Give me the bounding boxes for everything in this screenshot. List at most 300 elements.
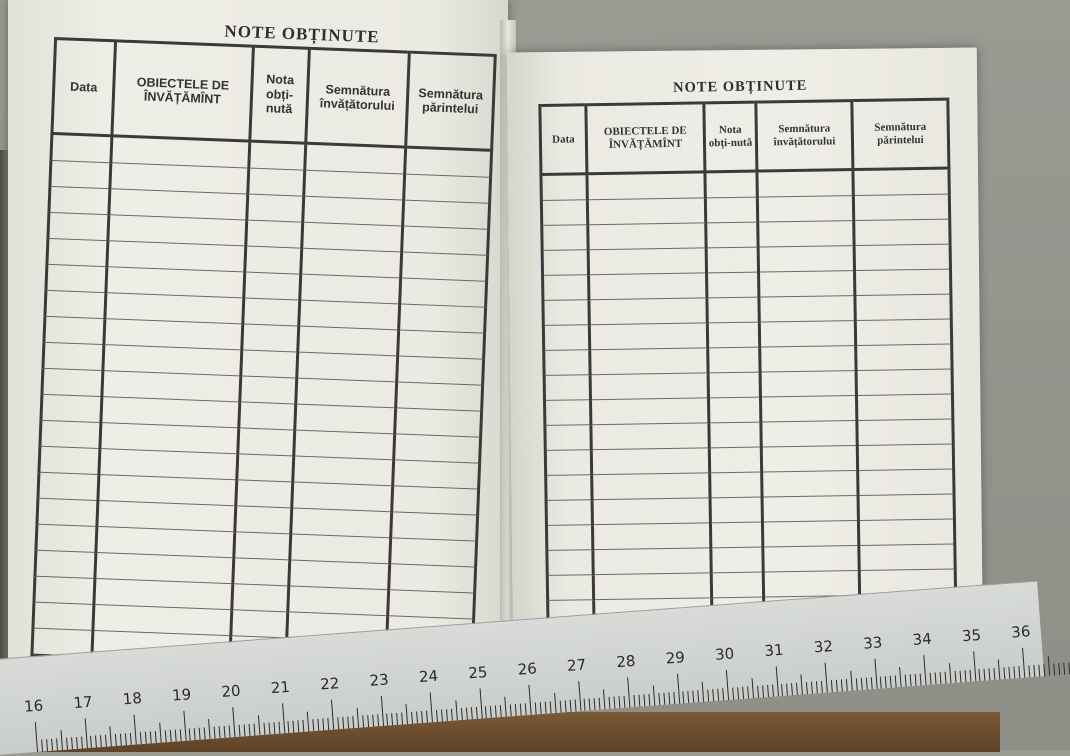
empty-cell [398, 330, 485, 359]
empty-cell [403, 200, 490, 229]
ruler-tick [66, 738, 68, 750]
ruler-tick [569, 700, 571, 712]
ruler-tick [1053, 663, 1055, 675]
ruler-number: 24 [418, 666, 439, 687]
empty-cell [709, 422, 761, 448]
ruler-tick [239, 725, 241, 737]
empty-cell [762, 521, 858, 548]
empty-cell [50, 160, 111, 188]
ruler-tick [520, 704, 522, 716]
ruler-tick [984, 669, 986, 681]
ruler-number: 21 [270, 677, 291, 698]
ruler-tick [372, 715, 374, 727]
ruler-tick [1033, 665, 1035, 677]
ruler-tick [436, 710, 438, 722]
ruler-tick [609, 697, 611, 709]
empty-cell [233, 558, 290, 586]
ruler-tick [791, 683, 793, 695]
ruler-tick [183, 711, 186, 741]
empty-cell [856, 394, 952, 421]
ruler-tick [574, 699, 576, 711]
ruler-tick [282, 703, 285, 733]
ruler-tick [253, 724, 255, 736]
ruler-tick [100, 735, 102, 747]
empty-cell [710, 522, 762, 548]
empty-cell [240, 376, 297, 404]
ruler-tick [278, 722, 280, 734]
empty-cell [708, 347, 760, 373]
ruler-tick [895, 675, 897, 687]
empty-cell [545, 425, 591, 451]
ruler-tick [71, 737, 73, 749]
ruler-tick [831, 680, 833, 692]
empty-cell [401, 252, 488, 281]
ruler-tick [387, 714, 389, 726]
empty-cell [37, 498, 98, 526]
ruler-tick [307, 712, 309, 732]
ruler-tick [1013, 666, 1015, 678]
empty-cell [761, 421, 857, 448]
empty-cell [396, 382, 483, 411]
ruler-tick [475, 707, 477, 719]
ruler-tick [998, 660, 1000, 680]
ruler-tick [451, 709, 453, 721]
empty-cell [856, 344, 952, 371]
empty-cell [242, 324, 299, 352]
empty-cell [855, 319, 951, 346]
ruler-tick [663, 693, 665, 705]
empty-cell [291, 508, 392, 538]
ruler-tick [134, 715, 137, 745]
ruler-number: 16 [23, 696, 44, 716]
empty-cell [590, 398, 708, 425]
ruler-tick [204, 727, 206, 739]
empty-cell [858, 519, 954, 546]
ruler-tick [495, 705, 497, 717]
empty-cell [591, 423, 709, 450]
empty-cell [39, 446, 100, 474]
empty-cell [236, 480, 293, 508]
empty-cell [759, 321, 855, 348]
empty-cell [244, 272, 301, 300]
ruler-tick [174, 730, 176, 742]
ruler-tick [35, 722, 38, 752]
ruler-tick [263, 723, 265, 735]
ruler-tick [327, 718, 329, 730]
empty-cell [400, 278, 487, 307]
ruler-tick [979, 669, 981, 681]
ruler-tick [821, 681, 823, 693]
right-sheet-title: NOTE OBȚINUTE [672, 77, 808, 96]
empty-cell [592, 523, 710, 550]
ruler-tick [421, 711, 423, 723]
ruler-tick [105, 735, 107, 747]
ruler-tick [367, 715, 369, 727]
empty-cell [592, 473, 710, 500]
ruler-tick [589, 698, 591, 710]
empty-cell [546, 525, 592, 551]
ruler-tick [446, 709, 448, 721]
ruler-tick [707, 689, 709, 701]
ruler-tick [120, 734, 122, 746]
ruler-tick [688, 691, 690, 703]
empty-cell [593, 573, 711, 600]
ruler-tick [910, 674, 912, 686]
ruler-tick [1009, 667, 1011, 679]
empty-cell [710, 497, 762, 523]
ruler-tick [179, 729, 181, 741]
empty-cell [249, 141, 306, 170]
ruler-tick [757, 686, 759, 698]
column-header: Semnătura învățătorului [306, 48, 410, 147]
ruler-tick [189, 728, 191, 740]
empty-cell [45, 290, 106, 318]
ruler-tick [95, 735, 97, 747]
empty-cell [297, 352, 398, 382]
ruler-number: 27 [566, 655, 587, 675]
empty-cell [402, 226, 489, 255]
ruler-tick [490, 706, 492, 718]
empty-cell [248, 168, 305, 196]
empty-cell [541, 200, 587, 226]
empty-cell [243, 298, 300, 326]
ruler-tick [90, 736, 92, 748]
ruler-tick [268, 722, 270, 734]
empty-cell [235, 506, 292, 534]
ruler-tick [944, 672, 946, 684]
empty-cell [706, 222, 758, 248]
ruler-tick [796, 683, 798, 695]
empty-cell [589, 298, 707, 325]
empty-cell [854, 219, 950, 246]
empty-cell [589, 323, 707, 350]
ruler-tick [288, 721, 290, 733]
ruler-tick [638, 695, 640, 707]
ruler-tick [614, 697, 616, 709]
column-header: Semnătura părintelui [852, 99, 949, 169]
ruler-tick [46, 739, 48, 751]
empty-cell [760, 371, 856, 398]
ruler-tick [298, 720, 300, 732]
column-header: OBIECTELE DE ÎNVĂȚĂMÎNT [586, 103, 705, 174]
empty-cell [855, 294, 951, 321]
left-sheet-title: NOTE OBȚINUTE [224, 21, 380, 47]
ruler-tick [510, 704, 512, 716]
ruler-tick [84, 718, 87, 748]
ruler-tick [229, 725, 231, 737]
ruler-tick [619, 696, 621, 708]
empty-cell [234, 532, 291, 560]
empty-cell [392, 486, 479, 515]
ruler-tick [1018, 666, 1020, 678]
ruler-tick [322, 718, 324, 730]
ruler-tick [643, 694, 645, 706]
ruler-tick [1058, 663, 1060, 675]
ruler-tick [199, 728, 201, 740]
empty-cell [542, 225, 588, 251]
ruler-number: 31 [763, 640, 785, 661]
empty-cell [589, 273, 707, 300]
empty-cell [711, 547, 763, 573]
empty-cell [711, 572, 763, 598]
ruler-tick [155, 731, 157, 743]
empty-cell [545, 450, 591, 476]
ruler-tick [627, 677, 630, 707]
ruler-tick [110, 726, 112, 746]
ruler-tick [406, 704, 408, 724]
empty-cell [241, 350, 298, 378]
ruler-tick [76, 737, 78, 749]
ruler-tick [396, 713, 398, 725]
ruler-number: 25 [467, 663, 489, 683]
ruler-tick [693, 691, 695, 703]
empty-cell [404, 174, 491, 203]
ruler-tick [362, 715, 364, 727]
ruler-tick [416, 711, 418, 723]
column-header: Semnătura învățătorului [756, 101, 853, 171]
ruler-tick [599, 698, 601, 710]
ruler-tick [169, 730, 171, 742]
ruler-number: 28 [615, 651, 637, 672]
empty-cell [591, 448, 709, 475]
left-header-row [52, 39, 495, 151]
ruler-tick [461, 708, 463, 720]
ruler-tick [885, 676, 887, 688]
empty-cell [296, 378, 397, 408]
ruler-tick [1004, 667, 1006, 679]
ruler-tick [648, 694, 650, 706]
ruler-tick [293, 721, 295, 733]
empty-cell [588, 248, 706, 275]
column-header: Data [540, 105, 587, 175]
empty-cell [547, 550, 593, 576]
ruler-tick [554, 693, 556, 713]
empty-cell [304, 170, 405, 200]
column-header: OBIECTELE DE ÎNVĂȚĂMÎNT [112, 41, 254, 141]
ruler-tick [870, 677, 872, 689]
ruler-tick [806, 682, 808, 694]
empty-cell [405, 147, 492, 177]
ruler-tick [51, 739, 53, 751]
empty-cell [300, 274, 401, 304]
ruler-tick [624, 696, 626, 708]
empty-cell [543, 300, 589, 326]
ruler-tick [479, 689, 482, 719]
ruler-tick [801, 674, 803, 694]
ruler-tick [56, 738, 58, 750]
ruler-tick [528, 685, 531, 715]
ruler-tick [130, 733, 132, 745]
empty-cell [705, 171, 757, 198]
ruler-number: 19 [171, 685, 192, 705]
ruler-tick [466, 708, 468, 720]
empty-cell [34, 576, 95, 604]
empty-cell [760, 396, 856, 423]
empty-cell [245, 246, 302, 274]
column-header: Nota obți-nută [250, 46, 310, 143]
ruler-tick [303, 720, 305, 732]
ruler-tick [441, 710, 443, 722]
ruler-tick [540, 702, 542, 714]
ruler-tick [81, 737, 83, 749]
ruler-number: 22 [319, 674, 340, 694]
ruler-number: 32 [813, 637, 834, 657]
empty-cell [761, 446, 857, 473]
ruler-tick [949, 663, 951, 683]
ruler-number: 34 [911, 629, 933, 649]
empty-cell [301, 248, 402, 278]
ruler-tick [248, 724, 250, 736]
ruler-tick [856, 678, 858, 690]
ruler-tick [164, 730, 166, 742]
empty-cell [542, 250, 588, 276]
ruler-tick [347, 717, 349, 729]
ruler-tick [786, 684, 788, 696]
empty-cell [709, 447, 761, 473]
empty-cell [246, 220, 303, 248]
empty-cell [399, 304, 486, 333]
left-table-body [32, 133, 492, 672]
empty-cell [590, 373, 708, 400]
empty-cell [237, 454, 294, 482]
ruler-tick [352, 716, 354, 728]
ruler-tick [702, 682, 704, 702]
ruler-tick [811, 682, 813, 694]
ruler-tick [504, 697, 506, 717]
ruler-tick [545, 702, 547, 714]
empty-cell [588, 223, 706, 250]
empty-cell [759, 296, 855, 323]
ruler-tick [653, 686, 655, 706]
ruler-tick [989, 668, 991, 680]
empty-cell [289, 560, 390, 590]
ruler-number: 18 [122, 688, 143, 709]
ruler-tick [535, 702, 537, 714]
ruler-tick [41, 740, 43, 752]
ruler-tick [1022, 648, 1025, 678]
ruler-tick [920, 674, 922, 686]
ruler-tick [890, 676, 892, 688]
ruler-tick [816, 681, 818, 693]
ruler-tick [584, 699, 586, 711]
empty-cell [295, 404, 396, 434]
empty-cell [44, 316, 105, 344]
empty-cell [231, 610, 288, 638]
ruler-tick [964, 670, 966, 682]
ruler-tick [115, 734, 117, 746]
ruler-tick [485, 706, 487, 718]
ruler-tick [159, 723, 161, 743]
right-header-row [540, 99, 949, 174]
empty-cell [757, 196, 853, 223]
empty-cell [854, 244, 950, 271]
empty-cell [293, 456, 394, 486]
ruler-tick [430, 692, 433, 722]
ruler-tick [380, 696, 383, 726]
ruler-tick [401, 712, 403, 724]
empty-cell [708, 397, 760, 423]
ruler-tick [775, 666, 778, 696]
ruler-tick [273, 722, 275, 734]
empty-cell [705, 197, 757, 223]
empty-cell [757, 170, 853, 198]
empty-cell [587, 172, 705, 200]
ruler-tick [698, 690, 700, 702]
empty-cell [546, 475, 592, 501]
empty-cell [40, 420, 101, 448]
ruler-number: 33 [862, 633, 883, 653]
empty-cell [42, 368, 103, 396]
ruler-tick [737, 687, 739, 699]
ruler-tick [564, 700, 566, 712]
ruler-tick [880, 676, 882, 688]
empty-cell [544, 375, 590, 401]
ruler-tick [145, 732, 147, 744]
ruler-tick [426, 711, 428, 723]
empty-cell [305, 143, 406, 174]
ruler-tick [732, 688, 734, 700]
ruler-tick [712, 689, 714, 701]
empty-cell [46, 264, 107, 292]
ruler-tick [318, 719, 320, 731]
empty-cell [857, 419, 953, 446]
ruler-tick [243, 724, 245, 736]
empty-cell [856, 369, 952, 396]
empty-cell [547, 575, 593, 601]
ruler-tick [258, 715, 260, 735]
empty-cell [238, 428, 295, 456]
ruler-tick [969, 670, 971, 682]
empty-cell [543, 325, 589, 351]
ruler-tick [140, 732, 142, 744]
empty-cell [393, 460, 480, 489]
ruler-tick [150, 731, 152, 743]
empty-cell [762, 496, 858, 523]
ruler-tick [1068, 662, 1070, 674]
ruler-tick [1038, 665, 1040, 677]
empty-cell [43, 342, 104, 370]
ruler-tick [411, 712, 413, 724]
empty-cell [758, 246, 854, 273]
empty-cell [239, 402, 296, 430]
empty-cell [388, 590, 475, 619]
column-header: Semnătura părintelui [406, 52, 496, 150]
empty-cell [544, 350, 590, 376]
ruler-tick [841, 679, 843, 691]
empty-cell [294, 430, 395, 460]
ruler-number: 23 [368, 670, 390, 690]
empty-cell [858, 494, 954, 521]
empty-cell [303, 196, 404, 226]
ruler-tick [846, 679, 848, 691]
empty-cell [853, 168, 949, 196]
ruler-tick [633, 695, 635, 707]
ruler-tick [500, 705, 502, 717]
ruler-tick [676, 674, 679, 704]
empty-cell [707, 297, 759, 323]
ruler-tick [668, 692, 670, 704]
empty-cell [391, 512, 478, 541]
empty-cell [543, 275, 589, 301]
empty-cell [298, 326, 399, 356]
ruler-tick [232, 707, 235, 737]
ruler-tick [471, 707, 473, 719]
ruler-tick [658, 693, 660, 705]
ruler-tick [751, 678, 753, 698]
empty-cell [51, 133, 112, 162]
ruler-number: 20 [220, 681, 242, 701]
left-grades-table [30, 37, 496, 674]
